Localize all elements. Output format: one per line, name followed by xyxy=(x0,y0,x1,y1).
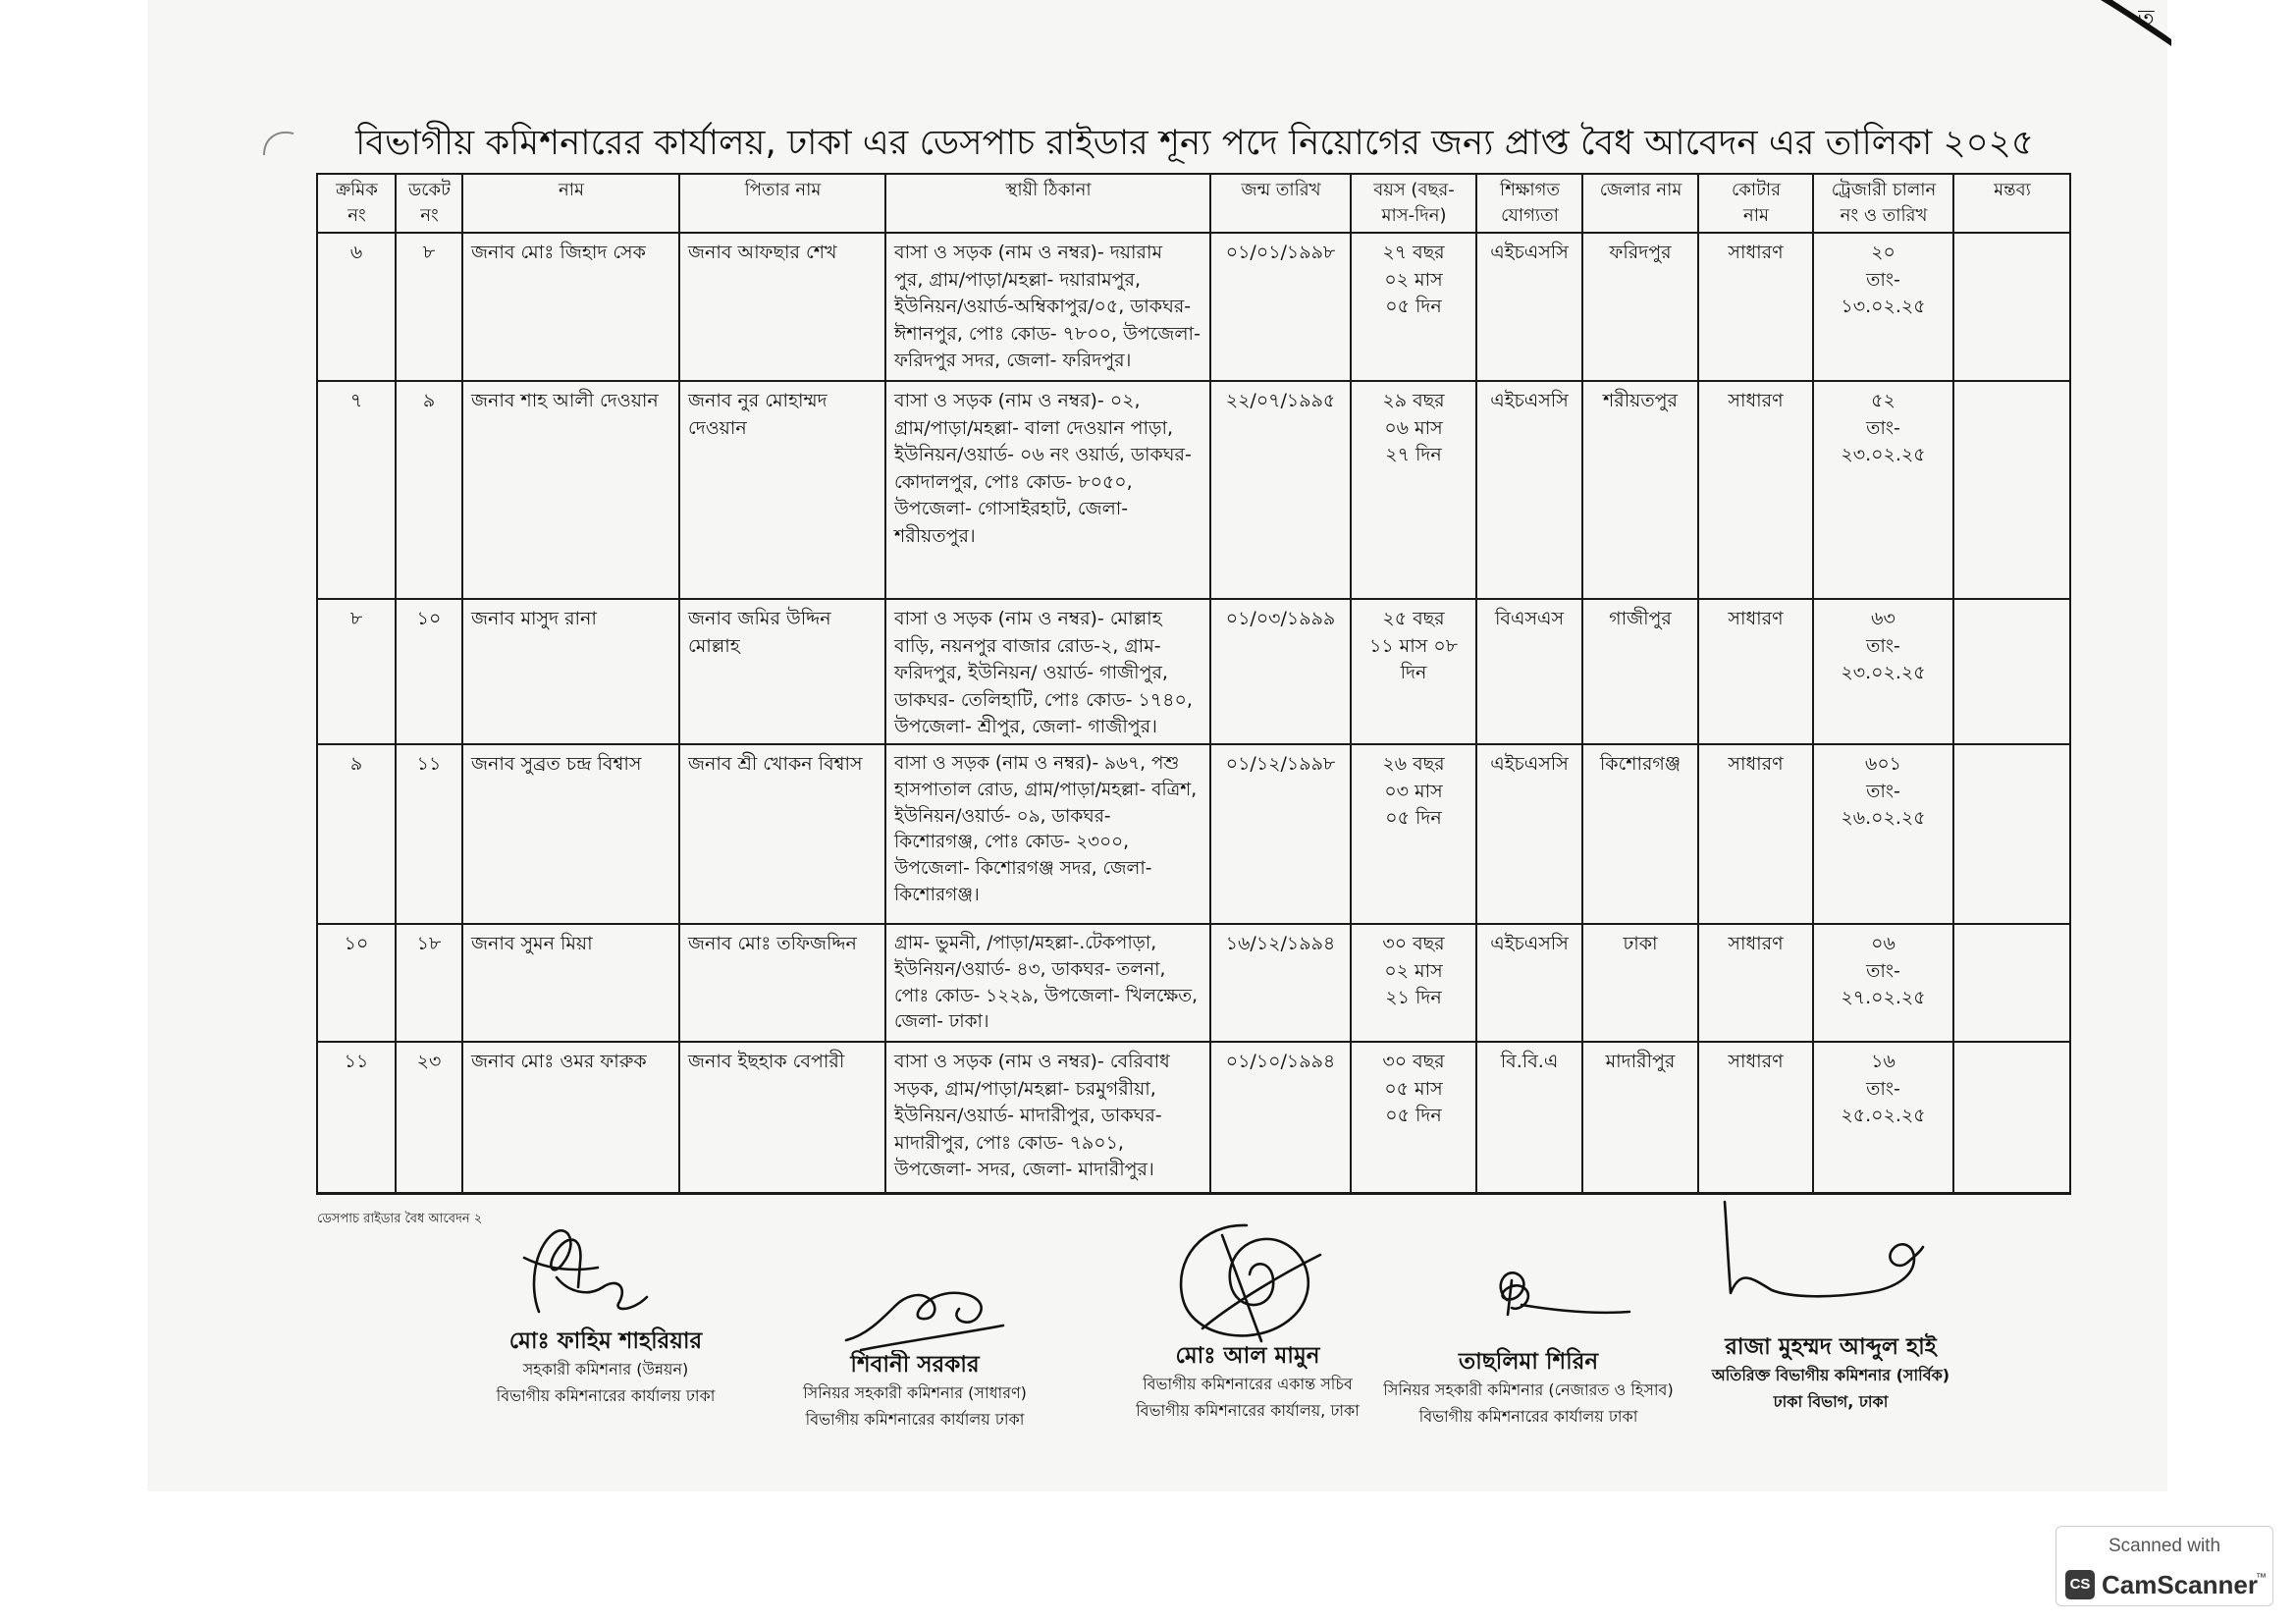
signature-4 xyxy=(1482,1261,1634,1325)
remarks-cell xyxy=(1954,745,2071,925)
permanent-address-cell: বাসা ও সড়ক (নাম ও নম্বর)- ০২, গ্রাম/পাড়া/মহল্লা- বালা দেওয়ান পাড়া, ইউনিয়ন/ওয়ার্ড- ০৬ নং ওয়ার্ড, ডাকঘর- কোদালপুর, পোঃ কোড- ৮০৫০, উপজেলা- গোসাইরহাট, জেলা- শরীয়তপুর। xyxy=(886,382,1211,600)
signatory-block xyxy=(728,1350,1101,1433)
signatory-name: মোঃ ফাহিম শাহরিয়ার xyxy=(508,1328,703,1354)
district-cell: ঢাকা xyxy=(1583,925,1699,1043)
signatory-office: বিভাগীয় কমিশনারের কার্যালয় ঢাকা xyxy=(496,1386,716,1405)
docket-no-cell: ৯ xyxy=(397,382,463,600)
father-name-cell: জনাব জমির উদ্দিন মোল্লাহ xyxy=(680,600,886,745)
district-cell: ফরিদপুর xyxy=(1583,234,1699,382)
treasury-challan-cell: ৬০১ তাং- ২৬.০২.২৫ xyxy=(1814,745,1954,925)
header-treasury-challan: ট্রেজারী চালান নং ও তারিখ xyxy=(1814,175,1954,234)
signatory-designation: বিভাগীয় কমিশনারের একান্ত সচিব xyxy=(1143,1375,1353,1393)
father-name-cell: জনাব নুর মোহাম্মদ দেওয়ান xyxy=(680,382,886,600)
remarks-cell xyxy=(1954,1043,2071,1195)
education-cell: এইচএসসি xyxy=(1477,382,1583,600)
header-date-of-birth: জন্ম তারিখ xyxy=(1211,175,1352,234)
camscanner-badge xyxy=(2056,1526,2273,1606)
education-cell: এইচএসসি xyxy=(1477,745,1583,925)
date-of-birth-cell: ১৬/১২/১৯৯৪ xyxy=(1211,925,1352,1043)
remarks-cell xyxy=(1954,382,2071,600)
remarks-cell xyxy=(1954,600,2071,745)
header-name: নাম xyxy=(463,175,680,234)
permanent-address-cell: গ্রাম- ভুমনী, /পাড়া/মহল্লা-.টেকপাড়া, ইউনিয়ন/ওয়ার্ড- ৪৩, ডাকঘর- তলনা, পোঃ কোড- ১২২৯, উপজেলা- খিলক্ষেত, জেলা- ঢাকা। xyxy=(886,925,1211,1043)
header-father-name: পিতার নাম xyxy=(680,175,886,234)
father-name-cell: জনাব শ্রী খোকন বিশ্বাস xyxy=(680,745,886,925)
signatory-block xyxy=(1644,1332,2017,1415)
education-cell: বিএসএস xyxy=(1477,600,1583,745)
signatory-name: তাছলিমা শিরিন xyxy=(1458,1349,1599,1375)
signatory-office: বিভাগীয় কমিশনারের কার্যালয় ঢাকা xyxy=(1418,1407,1638,1426)
permanent-address-cell: বাসা ও সড়ক (নাম ও নম্বর)- ৯৬৭, পশু হাসপাতাল রোড, গ্রাম/পাড়া/মহল্লা- বত্রিশ, ইউনিয়ন/ওয়ার্ড- ০৯, ডাকঘর- কিশোরগঞ্জ, পোঃ কোড- ২৩০০, উপজেলা- কিশোরগঞ্জ সদর, জেলা- কিশোরগঞ্জ। xyxy=(886,745,1211,925)
remarks-cell xyxy=(1954,234,2071,382)
treasury-challan-cell: ৫২ তাং- ২৩.০২.২৫ xyxy=(1814,382,1954,600)
serial-no-cell: ৬ xyxy=(318,234,397,382)
age-cell: ২৫ বছর ১১ মাস ০৮ দিন xyxy=(1352,600,1477,745)
header-age: বয়স (বছর- মাস-দিন) xyxy=(1352,175,1477,234)
district-cell: শরীয়তপুর xyxy=(1583,382,1699,600)
treasury-challan-cell: ০৬ তাং- ২৭.০২.২৫ xyxy=(1814,925,1954,1043)
header-serial-no: ক্রমিক নং xyxy=(318,175,397,234)
serial-no-cell: ৭ xyxy=(318,382,397,600)
signatory-designation: সিনিয়র সহকারী কমিশনার (সাধারণ) xyxy=(803,1383,1027,1402)
signature-3 xyxy=(1163,1216,1325,1353)
serial-no-cell: ৯ xyxy=(318,745,397,925)
applicant-name-cell: জনাব মাসুদ রানা xyxy=(463,600,680,745)
signatory-designation: সহকারী কমিশনার (উন্নয়ন) xyxy=(522,1360,689,1379)
age-cell: ৩০ বছর ০৫ মাস ০৫ দিন xyxy=(1352,1043,1477,1195)
date-of-birth-cell: ০১/০৩/১৯৯৯ xyxy=(1211,600,1352,745)
quota-cell: সাধারণ xyxy=(1699,925,1814,1043)
education-cell: এইচএসসি xyxy=(1477,925,1583,1043)
document-title: বিভাগীয় কমিশনারের কার্যালয়, ঢাকা এর ডেসপাচ রাইডার শূন্য পদে নিয়োগের জন্য প্রাপ্ত বৈধ আবেদন এর তালিকা ২০২৫ xyxy=(355,123,2034,163)
signatory-name: রাজা মুহম্মদ আব্দুল হাই xyxy=(1725,1334,1937,1360)
header-district: জেলার নাম xyxy=(1583,175,1699,234)
signatory-designation: সিনিয়র সহকারী কমিশনার (নেজারত ও হিসাব) xyxy=(1383,1380,1674,1399)
header-remarks: মন্তব্য xyxy=(1954,175,2071,234)
serial-no-cell: ১০ xyxy=(318,925,397,1043)
age-cell: ২৬ বছর ০৩ মাস ০৫ দিন xyxy=(1352,745,1477,925)
treasury-challan-cell: ৬৩ তাং- ২৩.০২.২৫ xyxy=(1814,600,1954,745)
docket-no-cell: ১১ xyxy=(397,745,463,925)
date-of-birth-cell: ০১/০১/১৯৯৮ xyxy=(1211,234,1352,382)
applicant-name-cell: জনাব মোঃ ওমর ফারুক xyxy=(463,1043,680,1195)
serial-no-cell: ১১ xyxy=(318,1043,397,1195)
signatory-office: বিভাগীয় কমিশনারের কার্যালয় ঢাকা xyxy=(805,1410,1025,1429)
signatory-name: মোঃ আল মামুন xyxy=(1175,1343,1320,1369)
treasury-challan-cell: ১৬ তাং- ২৫.০২.২৫ xyxy=(1814,1043,1954,1195)
header-docket-no: ডকেট নং xyxy=(397,175,463,234)
signature-1 xyxy=(509,1218,652,1331)
quota-cell: সাধারণ xyxy=(1699,382,1814,600)
badge-brand: CamScanner xyxy=(2102,1570,2258,1599)
signatory-office: ঢাকা বিভাগ, ঢাকা xyxy=(1773,1392,1889,1411)
date-of-birth-cell: ০১/১০/১৯৯৪ xyxy=(1211,1043,1352,1195)
header-education: শিক্ষাগত যোগ্যতা xyxy=(1477,175,1583,234)
quota-cell: সাধারণ xyxy=(1699,745,1814,925)
quota-cell: সাধারণ xyxy=(1699,234,1814,382)
father-name-cell: জনাব ইছহাক বেপারী xyxy=(680,1043,886,1195)
docket-no-cell: ২৩ xyxy=(397,1043,463,1195)
signatory-designation: অতিরিক্ত বিভাগীয় কমিশনার (সার্বিক) xyxy=(1711,1366,1950,1384)
age-cell: ৩০ বছর ০২ মাস ২১ দিন xyxy=(1352,925,1477,1043)
applicant-table xyxy=(316,173,2071,1195)
punch-hole-mark xyxy=(260,126,299,160)
education-cell: এইচএসসি xyxy=(1477,234,1583,382)
father-name-cell: জনাব আফছার শেখ xyxy=(680,234,886,382)
serial-no-cell: ৮ xyxy=(318,600,397,745)
header-quota: কোটার নাম xyxy=(1699,175,1814,234)
camscanner-logo-icon: CS xyxy=(2065,1570,2095,1599)
signatory-name: শিবানী সরকার xyxy=(850,1352,980,1378)
father-name-cell: জনাব মোঃ তফিজদ্দিন xyxy=(680,925,886,1043)
header-permanent-address: স্থায়ী ঠিকানা xyxy=(886,175,1211,234)
quota-cell: সাধারণ xyxy=(1699,1043,1814,1195)
quota-cell: সাধারণ xyxy=(1699,600,1814,745)
district-cell: গাজীপুর xyxy=(1583,600,1699,745)
education-cell: বি.বি.এ xyxy=(1477,1043,1583,1195)
applicant-name-cell: জনাব শাহ আলী দেওয়ান xyxy=(463,382,680,600)
district-cell: মাদারীপুর xyxy=(1583,1043,1699,1195)
applicant-name-cell: জনাব সুমন মিয়া xyxy=(463,925,680,1043)
treasury-challan-cell: ২০ তাং- ১৩.০২.২৫ xyxy=(1814,234,1954,382)
docket-no-cell: ১০ xyxy=(397,600,463,745)
permanent-address-cell: বাসা ও সড়ক (নাম ও নম্বর)- বেরিবাধ সড়ক, গ্রাম/পাড়া/মহল্লা- চরমুগরীয়া, ইউনিয়ন/ওয়ার্ড- মাদারীপুর, ডাকঘর- মাদারীপুর, পোঃ কোড- ৭৯০১, উপজেলা- সদর, জেলা- মাদারীপুর। xyxy=(886,1043,1211,1195)
signature-5 xyxy=(1713,1200,1927,1308)
docket-no-cell: ১৮ xyxy=(397,925,463,1043)
date-of-birth-cell: ২২/০৭/১৯৯৫ xyxy=(1211,382,1352,600)
permanent-address-cell: বাসা ও সড়ক (নাম ও নম্বর)- মোল্লাহ বাড়ি, নয়নপুর বাজার রোড-২, গ্রাম- ফরিদপুর, ইউনিয়ন/ ওয়ার্ড- গাজীপুর, ডাকঘর- তেলিহাটি, পোঃ কোড- ১৭৪০, উপজেলা- শ্রীপুর, জেলা- গাজীপুর। xyxy=(886,600,1211,745)
applicant-name-cell: জনাব সুব্রত চন্দ্র বিশ্বাস xyxy=(463,745,680,925)
district-cell: কিশোরগঞ্জ xyxy=(1583,745,1699,925)
footnote: ডেসপাচ রাইডার বৈধ আবেদন ২ xyxy=(317,1212,483,1226)
applicant-name-cell: জনাব মোঃ জিহাদ সেক xyxy=(463,234,680,382)
corner-text-fragment: ত xyxy=(2138,6,2155,30)
badge-caption: Scanned with xyxy=(2108,1536,2221,1556)
signatory-office: বিভাগীয় কমিশনারের কার্যালয়, ঢাকা xyxy=(1136,1401,1360,1420)
age-cell: ২৭ বছর ০২ মাস ০৫ দিন xyxy=(1352,234,1477,382)
badge-trademark: ™ xyxy=(2256,1572,2267,1584)
docket-no-cell: ৮ xyxy=(397,234,463,382)
signature-2 xyxy=(841,1281,1008,1355)
permanent-address-cell: বাসা ও সড়ক (নাম ও নম্বর)- দয়ারাম পুর, গ্রাম/পাড়া/মহল্লা- দয়ারামপুর, ইউনিয়ন/ওয়ার্ড-অম্বিকাপুর/০৫, ডাকঘর- ঈশানপুর, পোঃ কোড- ৭৮০০, উপজেলা- ফরিদপুর সদর, জেলা- ফরিদপুর। xyxy=(886,234,1211,382)
age-cell: ২৯ বছর ০৬ মাস ২৭ দিন xyxy=(1352,382,1477,600)
date-of-birth-cell: ০১/১২/১৯৯৮ xyxy=(1211,745,1352,925)
remarks-cell xyxy=(1954,925,2071,1043)
